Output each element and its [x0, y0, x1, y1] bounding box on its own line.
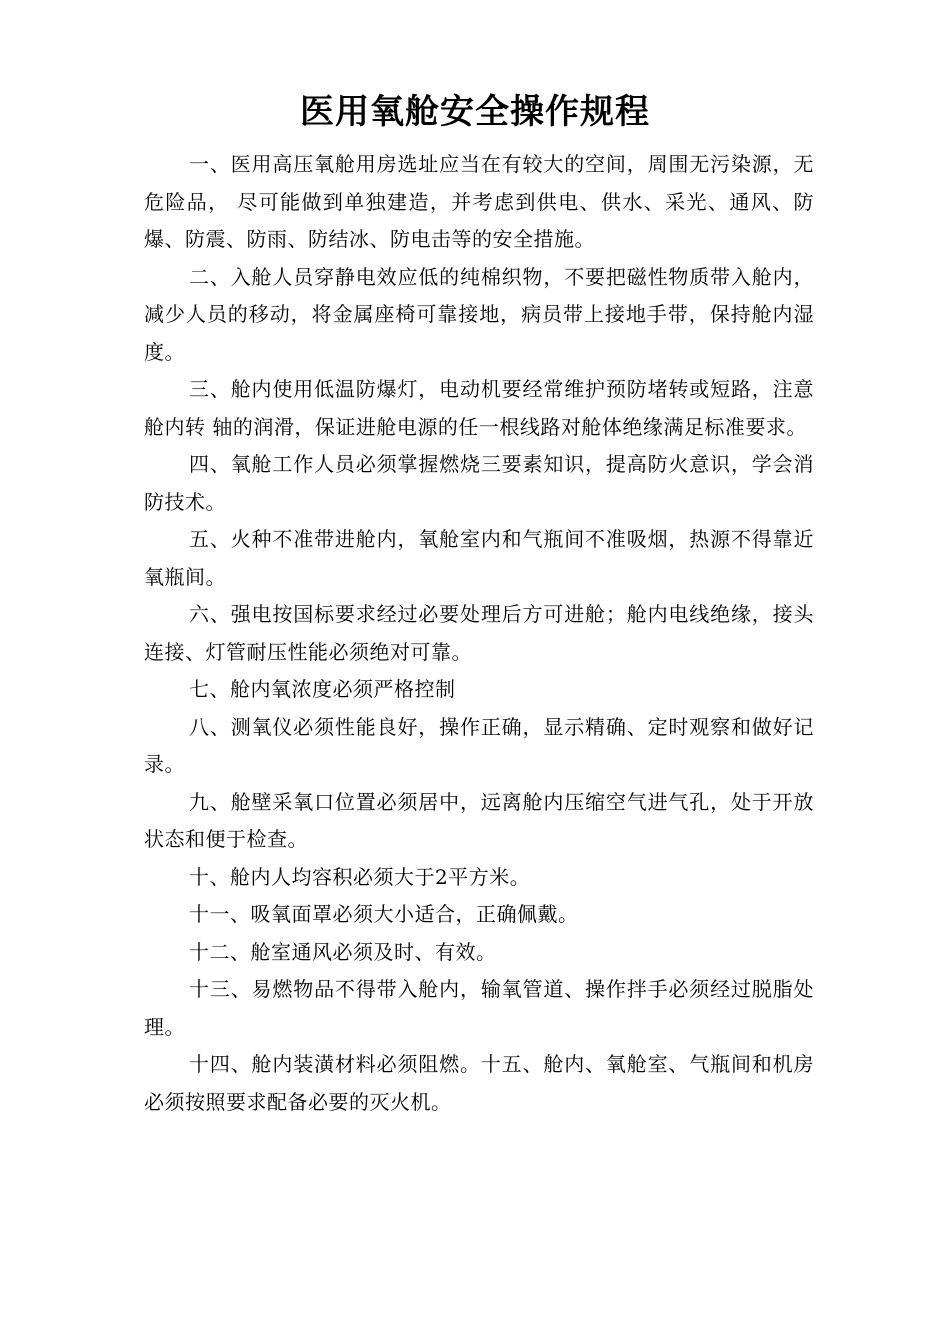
paragraph-2: 二、入舱人员穿静电效应低的纯棉织物，不要把磁性物质带入舱内，减少人员的移动，将金属座椅可靠接地，病员带上接地手带，保持舱内湿度。	[144, 264, 814, 364]
document-body	[144, 146, 814, 1121]
paragraph-8: 八、测氧仪必须性能良好，操作正确，显示精确、定时观察和做好记录。	[144, 714, 814, 776]
paragraph-9: 九、舱壁采氧口位置必须居中，远离舱内压缩空气进气孔，处于开放状态和便于检查。	[144, 789, 814, 851]
paragraph-4: 四、氧舱工作人员必须掌握燃烧三要素知识，提高防火意识，学会消防技术。	[144, 452, 814, 514]
document-title: 医用氧舱安全操作规程	[300, 92, 650, 132]
paragraph-11: 十一、吸氧面罩必须大小适合，正确佩戴。	[189, 902, 579, 926]
paragraph-1: 一、医用高压氧舱用房选址应当在有较大的空间，周围无污染源，无危险品， 尽可能做到单独建造，并考虑到供电、供水、采光、通风、防爆、防震、防雨、防结冰、防电击等的安全措施。	[144, 152, 814, 251]
paragraph-10: 十、舱内人均容积必须大于2平方米。	[189, 864, 531, 889]
paragraph-14: 十四、舱内装潢材料必须阻燃。十五、舱内、氧舱室、气瓶间和机房必须按照要求配备必要的灭火机。	[144, 1052, 814, 1114]
paragraph-7: 七、舱内氧浓度必须严格控制	[189, 677, 456, 701]
paragraph-6: 六、强电按国标要求经过必要处理后方可进舱；舱内电线绝缘，接头连接、灯管耐压性能必须绝对可靠。	[144, 602, 814, 664]
paragraph-3: 三、舱内使用低温防爆灯，电动机要经常维护预防堵转或短路，注意舱内转 轴的润滑，保证进舱电源的任一根线路对舱体绝缘满足标准要求。	[144, 377, 814, 439]
paragraph-5: 五、火种不准带进舱内，氧舱室内和气瓶间不准吸烟，热源不得靠近氧瓶间。	[144, 527, 814, 589]
paragraph-12: 十二、舱室通风必须及时、有效。	[189, 939, 497, 964]
paragraph-13: 十三、易燃物品不得带入舱内，输氧管道、操作拌手必须经过脱脂处理。	[144, 977, 814, 1039]
